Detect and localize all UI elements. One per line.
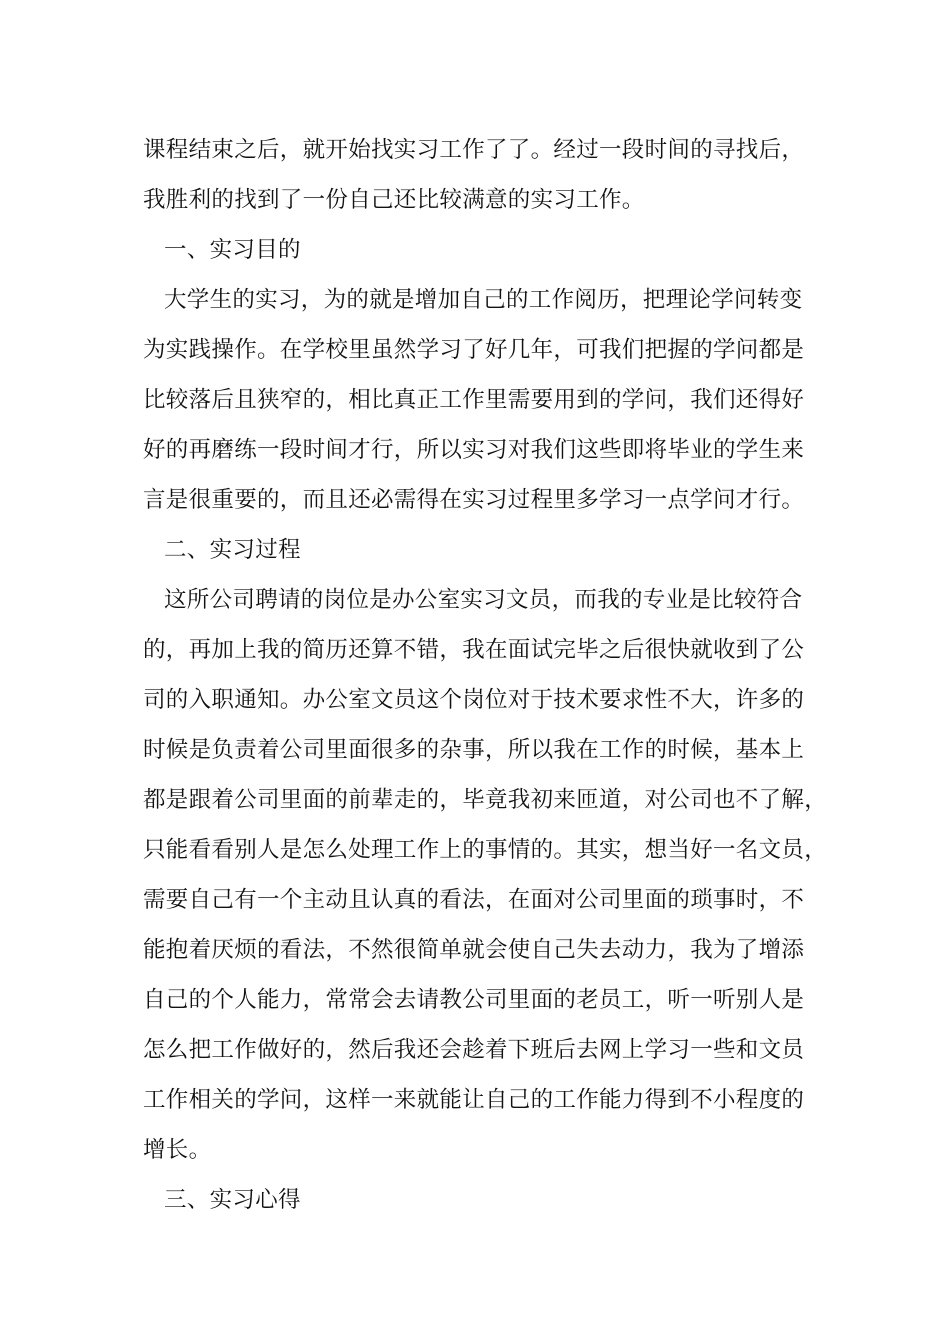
body-line: 这所公司聘请的岗位是办公室实习文员，而我的专业是比较符合	[164, 587, 803, 613]
body-line: 比较落后且狭窄的，相比真正工作里需要用到的学问，我们还得好	[143, 387, 805, 413]
body-line: 言是很重要的，而且还必需得在实习过程里多学习一点学问才行。	[143, 487, 805, 513]
body-line: 怎么把工作做好的，然后我还会趁着下班后去网上学习一些和文员	[143, 1037, 805, 1063]
body-line: 能抱着厌烦的看法，不然很简单就会使自己失去动力，我为了增添	[143, 937, 805, 963]
body-line: 自己的个人能力，常常会去请教公司里面的老员工，听一听别人是	[143, 987, 805, 1013]
body-line: 课程结束之后，就开始找实习工作了了。经过一段时间的寻找后，	[143, 137, 805, 163]
body-line: 大学生的实习，为的就是增加自己的工作阅历，把理论学问转变	[164, 287, 803, 313]
section-heading-process: 二、实习过程	[164, 537, 301, 563]
section-heading-purpose: 一、实习目的	[164, 237, 301, 263]
body-line: 都是跟着公司里面的前辈走的，毕竟我初来匝道，对公司也不了解，	[143, 787, 828, 813]
body-line: 需要自己有一个主动且认真的看法，在面对公司里面的琐事时，不	[143, 887, 805, 913]
body-line: 好的再磨练一段时间才行，所以实习对我们这些即将毕业的学生来	[143, 437, 805, 463]
body-line: 我胜利的找到了一份自己还比较满意的实习工作。	[143, 187, 645, 213]
body-line: 的，再加上我的简历还算不错，我在面试完毕之后很快就收到了公	[143, 637, 805, 663]
body-line: 增长。	[143, 1137, 212, 1163]
body-line: 为实践操作。在学校里虽然学习了好几年，可我们把握的学问都是	[143, 337, 805, 363]
body-line: 时候是负责着公司里面很多的杂事，所以我在工作的时候，基本上	[143, 737, 805, 763]
body-line: 司的入职通知。办公室文员这个岗位对于技术要求性不大，许多的	[143, 687, 805, 713]
body-line: 只能看看别人是怎么处理工作上的事情的。其实，想当好一名文员，	[143, 837, 828, 863]
body-line: 工作相关的学问，这样一来就能让自己的工作能力得到不小程度的	[143, 1087, 805, 1113]
section-heading-reflection: 三、实习心得	[164, 1187, 301, 1213]
